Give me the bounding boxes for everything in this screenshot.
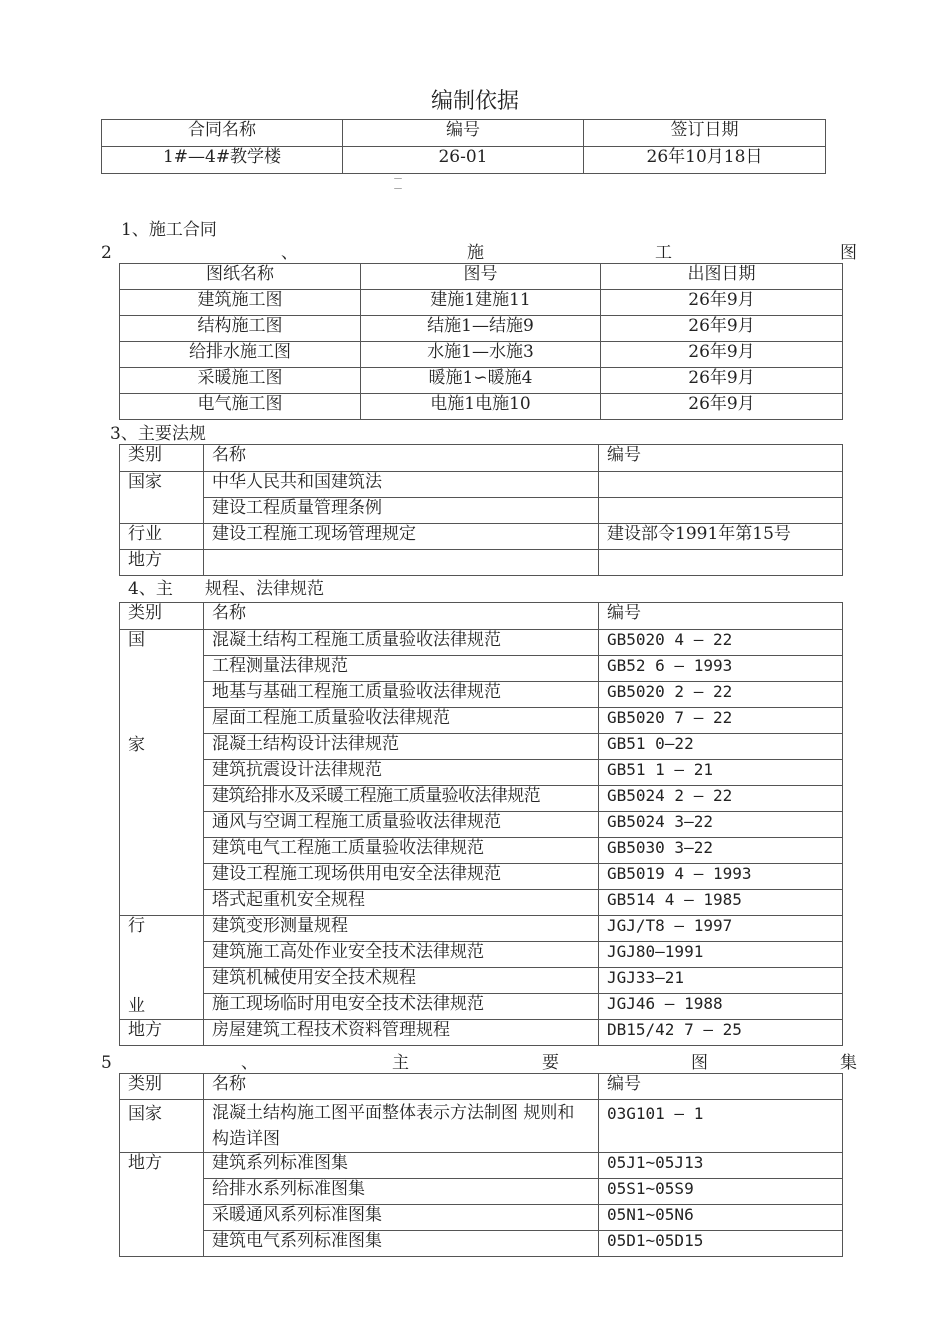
contract-number: 26-01 [343, 147, 584, 174]
code-cell: 05N1~05N6 [599, 1205, 843, 1231]
category-char: 行 [128, 916, 145, 936]
code-cell: GB514 4 — 1985 [599, 890, 843, 916]
name-cell: 房屋建筑工程技术资料管理规程 [204, 1020, 599, 1046]
table-header-row [120, 445, 843, 472]
name-cell: 建筑变形测量规程 [204, 916, 599, 942]
header-cell: 编号 [599, 603, 843, 630]
name-cell: 建筑电气工程施工质量验收法律规范 [204, 838, 599, 864]
name-cell: 混凝土结构工程施工质量验收法律规范 [204, 630, 599, 656]
law-table [119, 444, 843, 576]
header-cell: 类别 [120, 603, 204, 630]
section-2-part: 图 [840, 243, 857, 263]
table-row [120, 838, 843, 864]
atlas-table [119, 1073, 843, 1257]
page-title: 编制依据 [430, 89, 519, 114]
header-cell: 出图日期 [601, 264, 843, 290]
code-cell: 建设部令1991年第15号 [599, 524, 843, 550]
code-cell [599, 498, 843, 524]
name-cell: 地基与基础工程施工质量验收法律规范 [204, 682, 599, 708]
code-cell: JGJ/T8 — 1997 [599, 916, 843, 942]
header-cell: 编号 [599, 1074, 843, 1100]
code-cell: JGJ80—1991 [599, 942, 843, 968]
category-char: 业 [128, 996, 145, 1016]
code-cell: 05J1~05J13 [599, 1153, 843, 1179]
code-cell: GB52 6 — 1993 [599, 656, 843, 682]
table-row [120, 734, 843, 760]
header-cell: 合同名称 [102, 120, 343, 147]
code-cell: 05S1~05S9 [599, 1179, 843, 1205]
section-2-number: 2 [101, 243, 112, 263]
table-row [120, 1153, 843, 1179]
name-cell: 建设工程质量管理条例 [204, 498, 599, 524]
name-cell: 建筑机械使用安全技术规程 [204, 968, 599, 994]
category-cell: 国家 [120, 472, 204, 524]
name-cell: 建设工程施工现场供用电安全法律规范 [204, 864, 599, 890]
table-header-row [120, 1074, 843, 1100]
section-5-part: 集 [840, 1053, 857, 1073]
drawing-number: 电施1电施10 [361, 394, 601, 420]
drawing-date: 26年9月 [601, 342, 843, 368]
category-cell: 地方 [120, 550, 204, 576]
category-cell: 地方 [120, 1153, 204, 1257]
table-row [120, 708, 843, 734]
category-cell: 国家 [120, 1100, 204, 1153]
code-cell: GB5030 3—22 [599, 838, 843, 864]
header-cell: 签订日期 [584, 120, 826, 147]
name-cell: 建筑电气系列标准图集 [204, 1231, 599, 1257]
section-4-heading-rest: 规程、法律规范 [205, 579, 324, 599]
table-row [120, 942, 843, 968]
table-row [102, 147, 826, 174]
section-2-part: 、 [281, 243, 298, 263]
drawing-date: 26年9月 [601, 290, 843, 316]
table-row [120, 656, 843, 682]
table-row [120, 290, 843, 316]
drawing-name: 建筑施工图 [120, 290, 361, 316]
table-row [120, 1020, 843, 1046]
code-cell [599, 472, 843, 498]
table-row [120, 786, 843, 812]
drawing-date: 26年9月 [601, 394, 843, 420]
table-row [120, 394, 843, 420]
name-cell: 建筑施工高处作业安全技术法律规范 [204, 942, 599, 968]
drawing-date: 26年9月 [601, 316, 843, 342]
section-4-heading: 4、主 [128, 579, 173, 599]
name-cell: 中华人民共和国建筑法 [204, 472, 599, 498]
name-cell: 屋面工程施工质量验收法律规范 [204, 708, 599, 734]
drawing-number: 建施1建施11 [361, 290, 601, 316]
table-header-row [102, 120, 826, 147]
section-5-number: 5 [101, 1053, 112, 1073]
code-cell: DB15/42 7 — 25 [599, 1020, 843, 1046]
contract-table [101, 119, 826, 174]
section-5-part: 、 [241, 1053, 258, 1073]
table-row [120, 890, 843, 916]
drawing-number: 水施1—水施3 [361, 342, 601, 368]
table-row [120, 968, 843, 994]
section-1-heading: 1、施工合同 [121, 220, 217, 240]
section-2-part: 工 [655, 243, 672, 263]
header-cell: 名称 [204, 1074, 599, 1100]
code-cell: GB5019 4 — 1993 [599, 864, 843, 890]
name-cell: 给排水系列标准图集 [204, 1179, 599, 1205]
section-5-part: 主 [392, 1053, 409, 1073]
name-cell: 混凝土结构施工图平面整体表示方法制图 规则和构造详图 [204, 1100, 599, 1153]
table-row [120, 994, 843, 1020]
contract-name: 1#—4#教学楼 [102, 147, 343, 174]
table-row [120, 368, 843, 394]
category-cell: 地方 [120, 1020, 204, 1046]
spec-table [119, 602, 843, 1046]
code-cell: GB5020 4 — 22 [599, 630, 843, 656]
header-cell: 编号 [343, 120, 584, 147]
header-cell: 图号 [361, 264, 601, 290]
table-row [120, 1100, 843, 1153]
table-row [120, 864, 843, 890]
table-row [120, 498, 843, 524]
table-row [120, 524, 843, 550]
name-cell: 建筑系列标准图集 [204, 1153, 599, 1179]
table-row [120, 316, 843, 342]
name-cell: 混凝土结构设计法律规范 [204, 734, 599, 760]
code-cell: GB5024 2 — 22 [599, 786, 843, 812]
table-row [120, 682, 843, 708]
drawing-name: 结构施工图 [120, 316, 361, 342]
category-char: 家 [128, 735, 145, 755]
drawing-table [119, 263, 843, 420]
section-5-part: 图 [691, 1053, 708, 1073]
table-row [120, 916, 843, 942]
section-3-heading: 3、主要法规 [110, 424, 206, 444]
name-cell: 工程测量法律规范 [204, 656, 599, 682]
header-cell: 图纸名称 [120, 264, 361, 290]
section-5-part: 要 [542, 1053, 559, 1073]
code-cell: JGJ33—21 [599, 968, 843, 994]
name-cell: 塔式起重机安全规程 [204, 890, 599, 916]
name-cell: 建筑抗震设计法律规范 [204, 760, 599, 786]
code-cell: JGJ46 — 1988 [599, 994, 843, 1020]
header-cell: 类别 [120, 445, 204, 472]
code-cell: GB5024 3—22 [599, 812, 843, 838]
section-2-part: 施 [467, 243, 484, 263]
table-row [120, 342, 843, 368]
table-row [120, 1205, 843, 1231]
header-cell: 编号 [599, 445, 843, 472]
code-cell: GB5020 7 — 22 [599, 708, 843, 734]
header-cell: 名称 [204, 445, 599, 472]
table-row [120, 1179, 843, 1205]
drawing-date: 26年9月 [601, 368, 843, 394]
header-cell: 类别 [120, 1074, 204, 1100]
name-cell: 建筑给排水及采暖工程施工质量验收法律规范 [204, 786, 599, 812]
name-cell [204, 550, 599, 576]
table-header-row [120, 603, 843, 630]
name-cell: 施工现场临时用电安全技术法律规范 [204, 994, 599, 1020]
drawing-name: 电气施工图 [120, 394, 361, 420]
name-cell: 建设工程施工现场管理规定 [204, 524, 599, 550]
drawing-number: 结施1—结施9 [361, 316, 601, 342]
stray-mark: － － [393, 174, 403, 195]
drawing-number: 暖施1∽暖施4 [361, 368, 601, 394]
code-cell: GB51 1 — 21 [599, 760, 843, 786]
header-cell: 名称 [204, 603, 599, 630]
code-cell: 05D1~05D15 [599, 1231, 843, 1257]
table-header-row [120, 264, 843, 290]
drawing-name: 采暖施工图 [120, 368, 361, 394]
category-char: 国 [128, 630, 145, 650]
table-row [120, 1231, 843, 1257]
name-cell: 通风与空调工程施工质量验收法律规范 [204, 812, 599, 838]
table-row [120, 550, 843, 576]
name-cell: 采暖通风系列标准图集 [204, 1205, 599, 1231]
table-row [120, 630, 843, 656]
code-cell: GB5020 2 — 22 [599, 682, 843, 708]
code-cell: GB51 0—22 [599, 734, 843, 760]
code-cell [599, 550, 843, 576]
table-row [120, 812, 843, 838]
category-cell-industry [120, 916, 204, 1020]
contract-date: 26年10月18日 [584, 147, 826, 174]
table-row [120, 472, 843, 498]
table-row [120, 760, 843, 786]
category-cell-national [120, 630, 204, 916]
code-cell: 03G101 — 1 [599, 1100, 843, 1153]
category-cell: 行业 [120, 524, 204, 550]
drawing-name: 给排水施工图 [120, 342, 361, 368]
